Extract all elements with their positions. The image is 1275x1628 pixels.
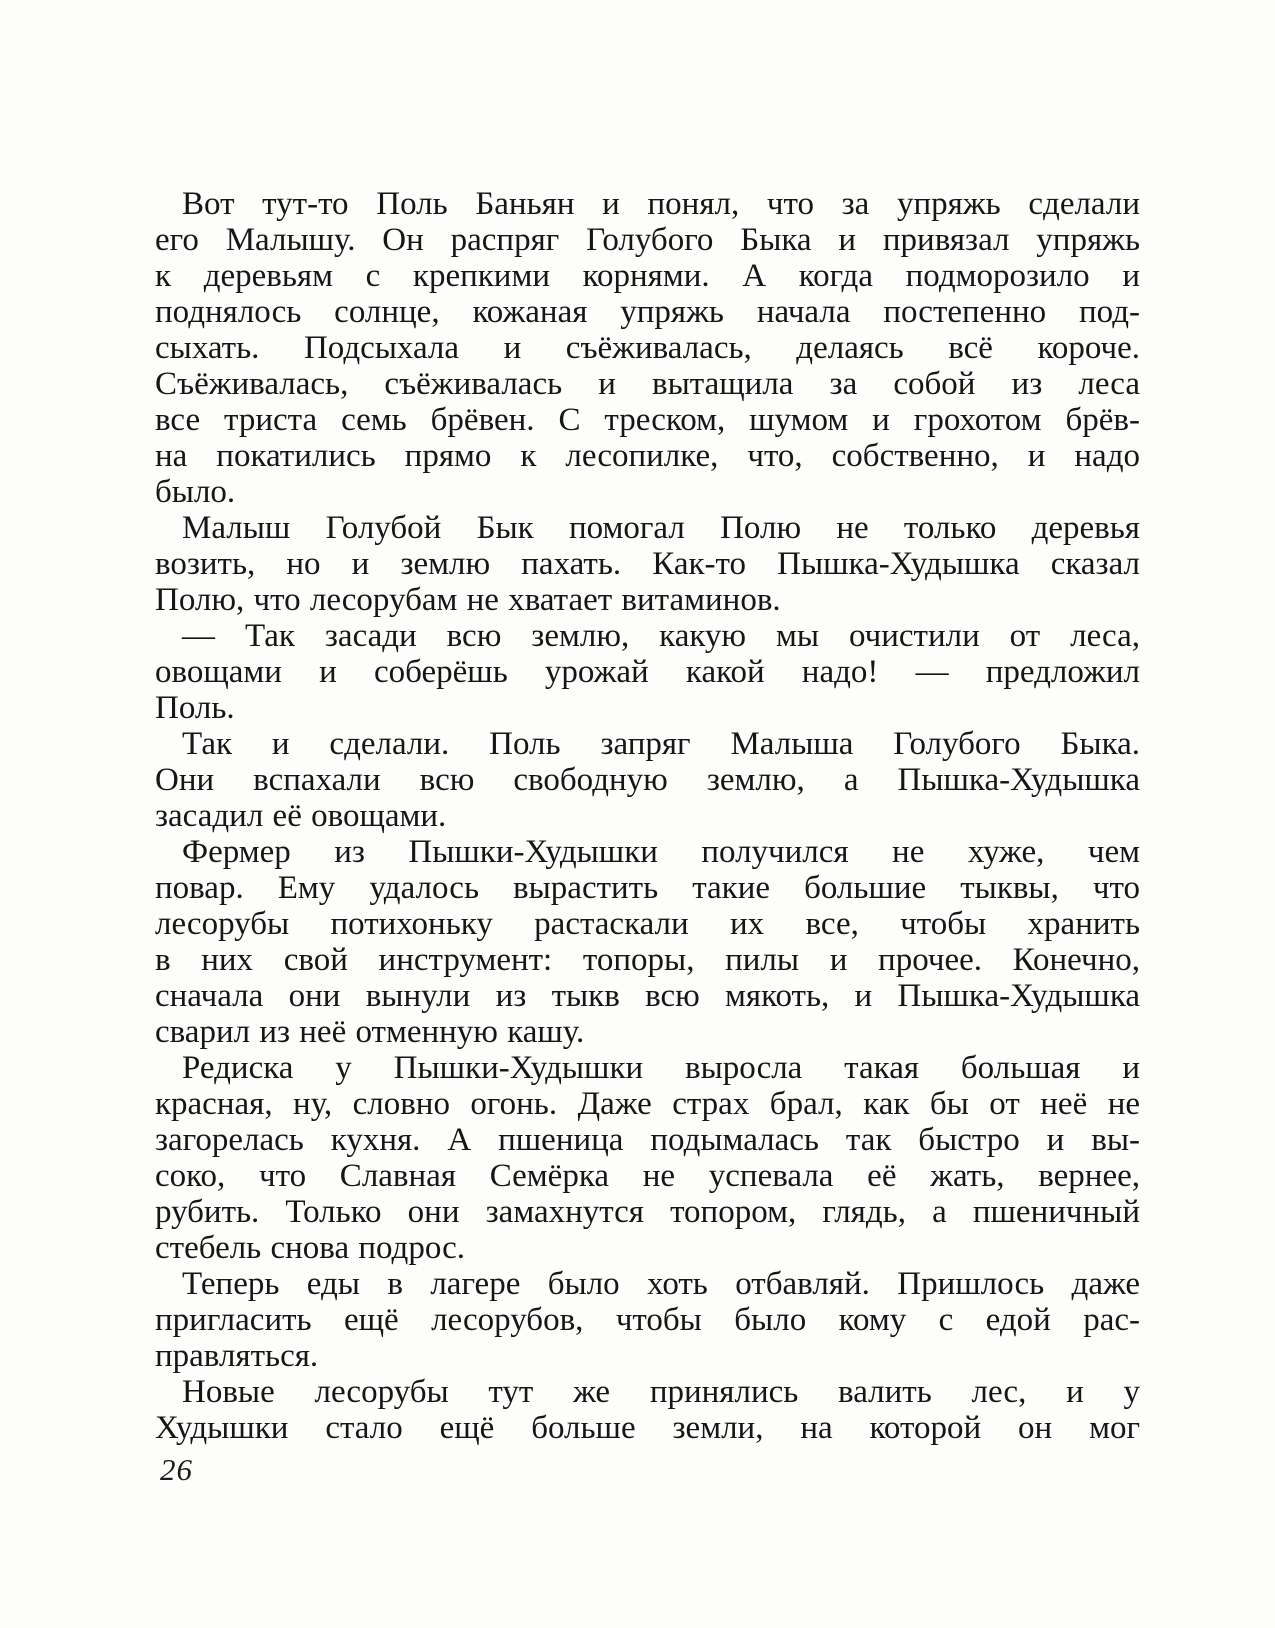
text-line: загорелась кухня. А пшеница подымалась так быстро и вы- <box>155 1122 1140 1158</box>
text-line: в них свой инструмент: топоры, пилы и прочее. Конечно, <box>155 942 1140 978</box>
paragraph <box>155 618 1140 726</box>
text-line: Поль. <box>155 690 235 726</box>
text-line: Редиска у Пышки-Худышки выросла такая большая и <box>182 1050 1140 1086</box>
text-line: — Так засади всю землю, какую мы очистили от леса, <box>182 618 1140 654</box>
text-line: все триста семь брёвен. С треском, шумом и грохотом брёв- <box>155 402 1140 438</box>
text-line: красная, ну, словно огонь. Даже страх брал, как бы от неё не <box>155 1086 1140 1122</box>
page-text <box>155 186 1140 1446</box>
text-line: правляться. <box>155 1338 319 1374</box>
paragraph <box>155 1050 1140 1266</box>
text-line: сначала они вынули из тыкв всю мякоть, и Пышка-Худышка <box>155 978 1140 1014</box>
text-line: пригласить ещё лесорубов, чтобы было кому с едой рас- <box>155 1302 1140 1338</box>
text-line: его Малышу. Он распряг Голубого Быка и привязал упряжь <box>155 222 1140 258</box>
paragraph <box>155 510 1140 618</box>
text-line: овощами и соберёшь урожай какой надо! — предложил <box>155 654 1140 690</box>
paragraph <box>155 1266 1140 1374</box>
text-line: засадил её овощами. <box>155 798 447 834</box>
text-line: поднялось солнце, кожаная упряжь начала постепенно под- <box>155 294 1140 330</box>
text-line: к деревьям с крепкими корнями. А когда подморозило и <box>155 258 1140 294</box>
text-line: Полю, что лесорубам не хватает витаминов. <box>155 582 781 618</box>
paragraph <box>155 186 1140 510</box>
page-number: 26 <box>160 1452 193 1487</box>
text-line: возить, но и землю пахать. Как-то Пышка-Худышка сказал <box>155 546 1140 582</box>
text-line: лесорубы потихоньку растаскали их все, чтобы хранить <box>155 906 1140 942</box>
text-line: Теперь еды в лагере было хоть отбавляй. Пришлось даже <box>182 1266 1140 1302</box>
text-line: сварил из неё отменную кашу. <box>155 1014 585 1050</box>
paragraph <box>155 726 1140 834</box>
text-line: сыхать. Подсыхала и съёживалась, делаясь всё короче. <box>155 330 1140 366</box>
text-line: соко, что Славная Семёрка не успевала её жать, вернее, <box>155 1158 1140 1194</box>
text-line: было. <box>155 474 236 510</box>
text-line: Так и сделали. Поль запряг Малыша Голубого Быка. <box>182 726 1140 762</box>
text-line: стебель снова подрос. <box>155 1230 466 1266</box>
text-line: Фермер из Пышки-Худышки получился не хуже, чем <box>182 834 1140 870</box>
paragraph <box>155 834 1140 1050</box>
text-line: Худышки стало ещё больше земли, на которой он мог <box>155 1410 1140 1446</box>
paragraph <box>155 1374 1140 1446</box>
text-line: Малыш Голубой Бык помогал Полю не только деревья <box>182 510 1140 546</box>
text-line: Съёживалась, съёживалась и вытащила за собой из леса <box>155 366 1140 402</box>
text-line: Новые лесорубы тут же принялись валить лес, и у <box>182 1374 1140 1410</box>
text-line: Вот тут-то Поль Баньян и понял, что за упряжь сделали <box>182 186 1140 222</box>
text-line: рубить. Только они замахнутся топором, глядь, а пшеничный <box>155 1194 1140 1230</box>
text-line: повар. Ему удалось вырастить такие большие тыквы, что <box>155 870 1140 906</box>
text-line: на покатились прямо к лесопилке, что, собственно, и надо <box>155 438 1140 474</box>
text-line: Они вспахали всю свободную землю, а Пышка-Худышка <box>155 762 1140 798</box>
